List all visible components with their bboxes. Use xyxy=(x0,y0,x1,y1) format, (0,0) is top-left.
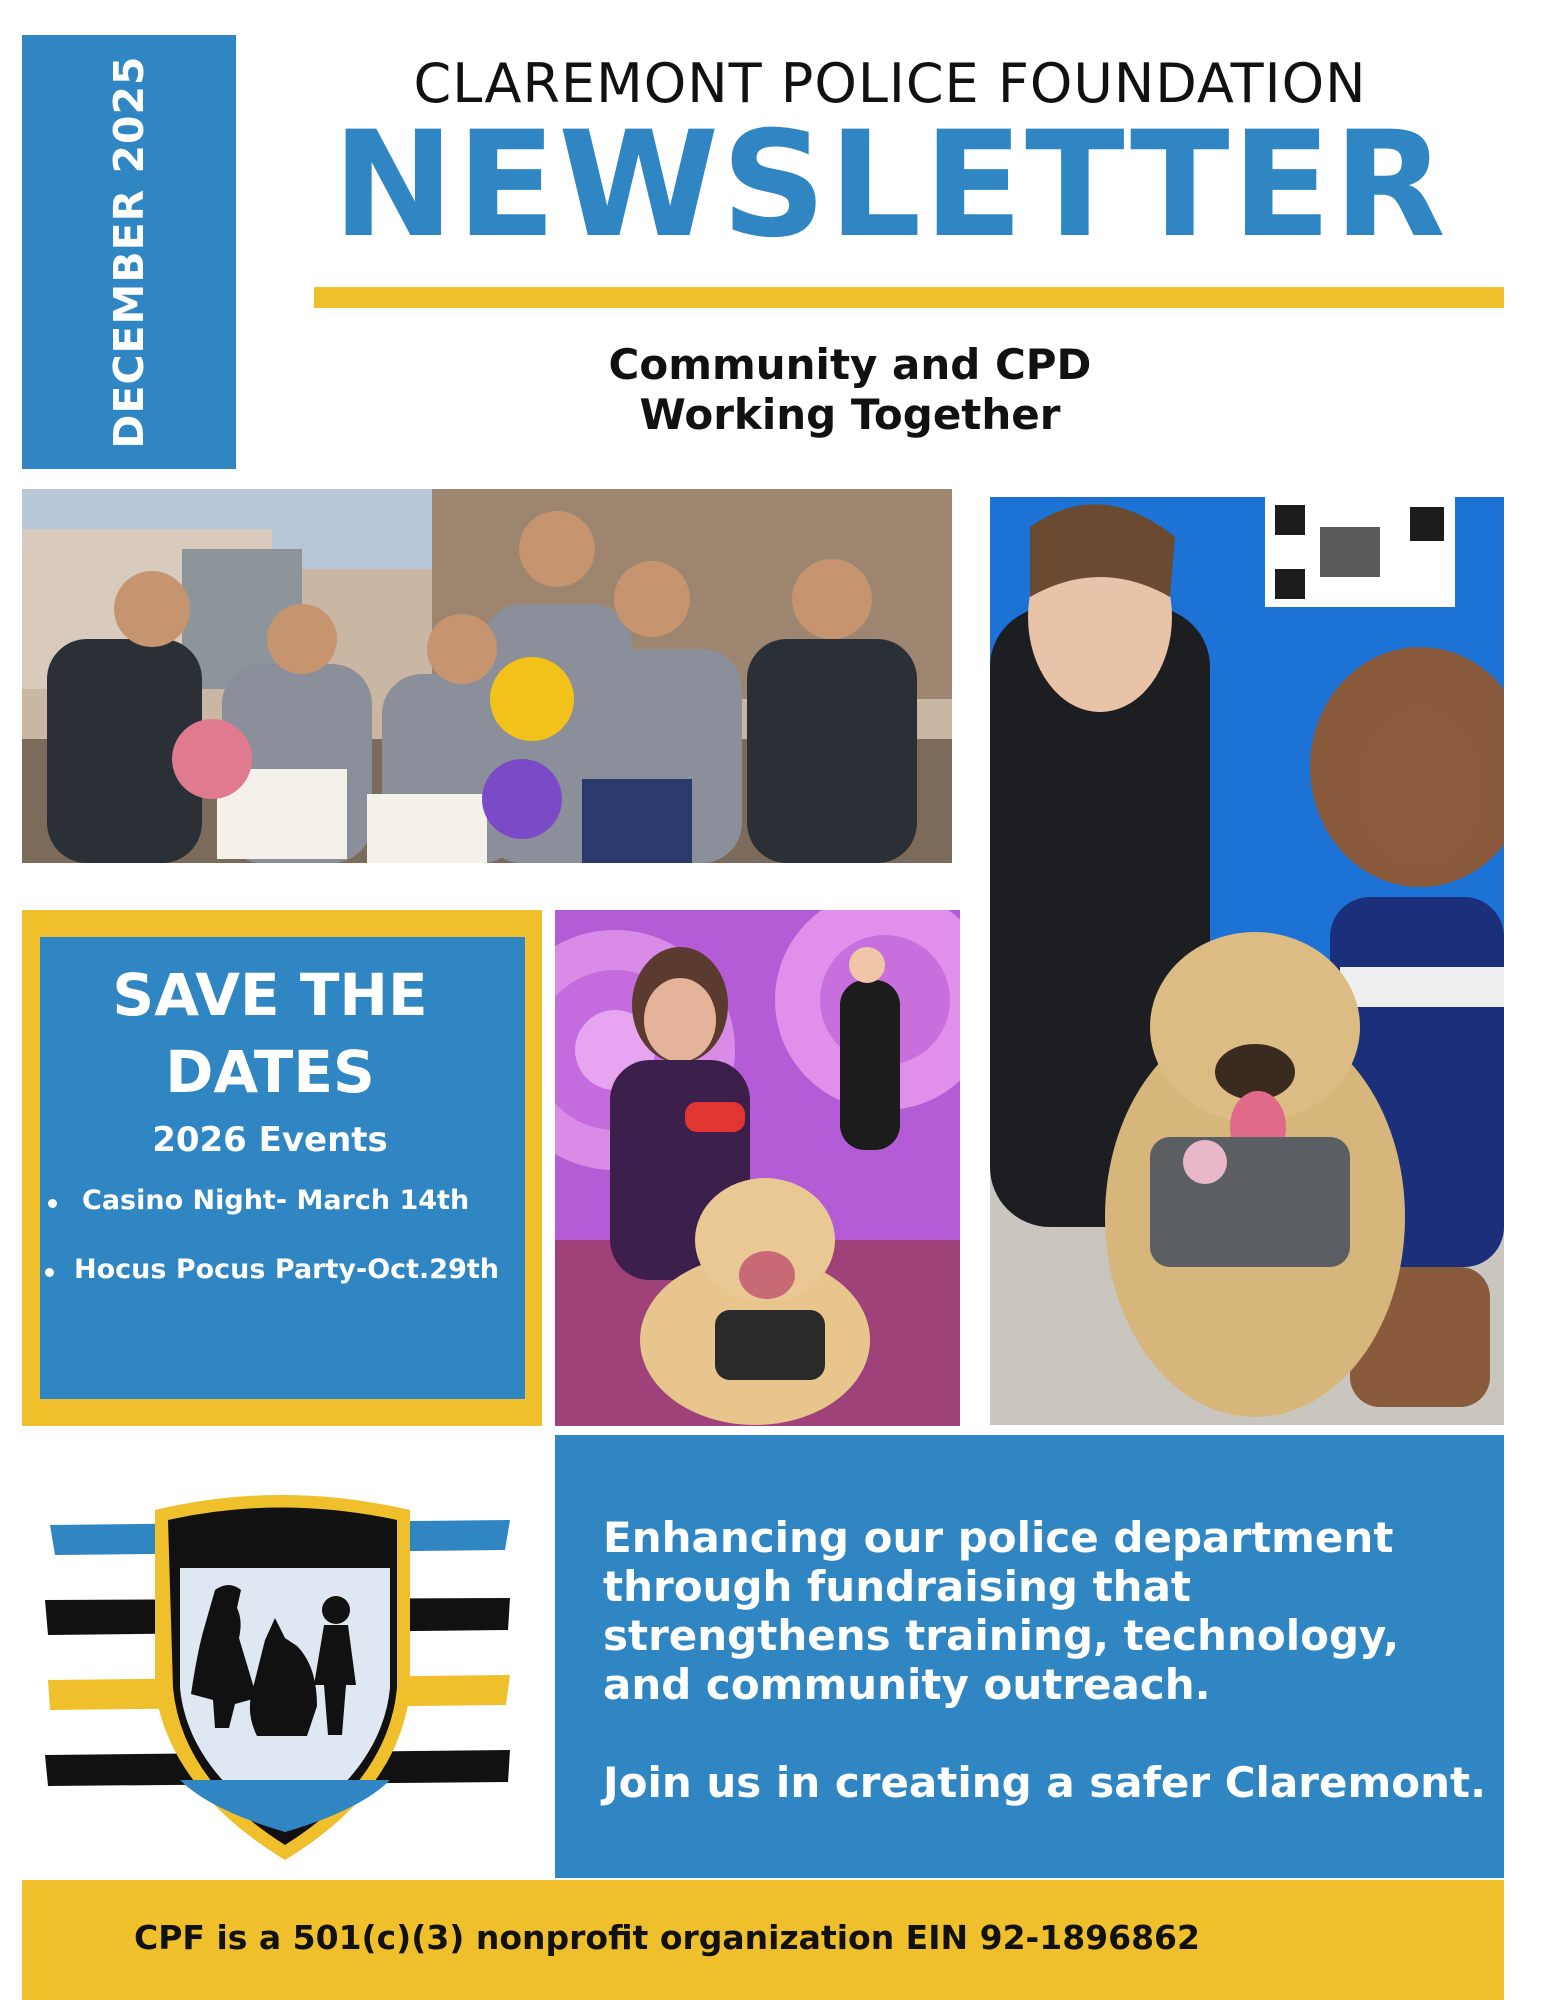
organization-name: CLAREMONT POLICE FOUNDATION xyxy=(413,52,1367,115)
tagline-line-2: Working Together xyxy=(639,390,1061,440)
events-year-heading: 2026 Events xyxy=(152,1120,388,1160)
save-the-dates-heading-line-2: DATES xyxy=(165,1037,375,1106)
call-to-action: Join us in creating a safer Claremont. xyxy=(603,1758,1487,1807)
event-casino-night: Casino Night- March 14th xyxy=(82,1185,470,1216)
badge-icon xyxy=(40,1490,530,1860)
save-the-dates-panel xyxy=(40,937,525,1399)
save-the-dates-heading xyxy=(40,957,500,1110)
title-divider xyxy=(314,287,1504,308)
save-the-dates-heading-line-1: SAVE THE xyxy=(112,961,428,1029)
bullet-icon xyxy=(45,1268,54,1277)
event-hocus-pocus-party: Hocus Pocus Party-Oct.29th xyxy=(74,1254,500,1285)
date-banner xyxy=(22,35,236,469)
events-list xyxy=(40,1185,525,1285)
tagline xyxy=(500,340,1200,441)
mission-panel xyxy=(555,1435,1504,1878)
footer xyxy=(22,1880,1504,2000)
mission-statement: Enhancing our police department through fundraising that strengthens training, technology, and community outreach. xyxy=(603,1513,1400,1710)
foundation-logo xyxy=(40,1490,530,1860)
nonprofit-notice: CPF is a 501(c)(3) nonprofit organization EIN 92-1896862 xyxy=(134,1918,1200,1957)
tagline-line-1: Community and CPD xyxy=(608,340,1092,389)
newsletter-title: NEWSLETTER xyxy=(332,100,1448,270)
issue-date: DECEMBER 2025 xyxy=(105,55,153,449)
list-item xyxy=(40,1254,525,1285)
k9-community-photo xyxy=(990,497,1504,1425)
graduation-group-photo xyxy=(22,489,952,863)
bullet-icon xyxy=(48,1199,57,1208)
list-item xyxy=(40,1185,525,1216)
party-k9-photo xyxy=(555,910,960,1426)
